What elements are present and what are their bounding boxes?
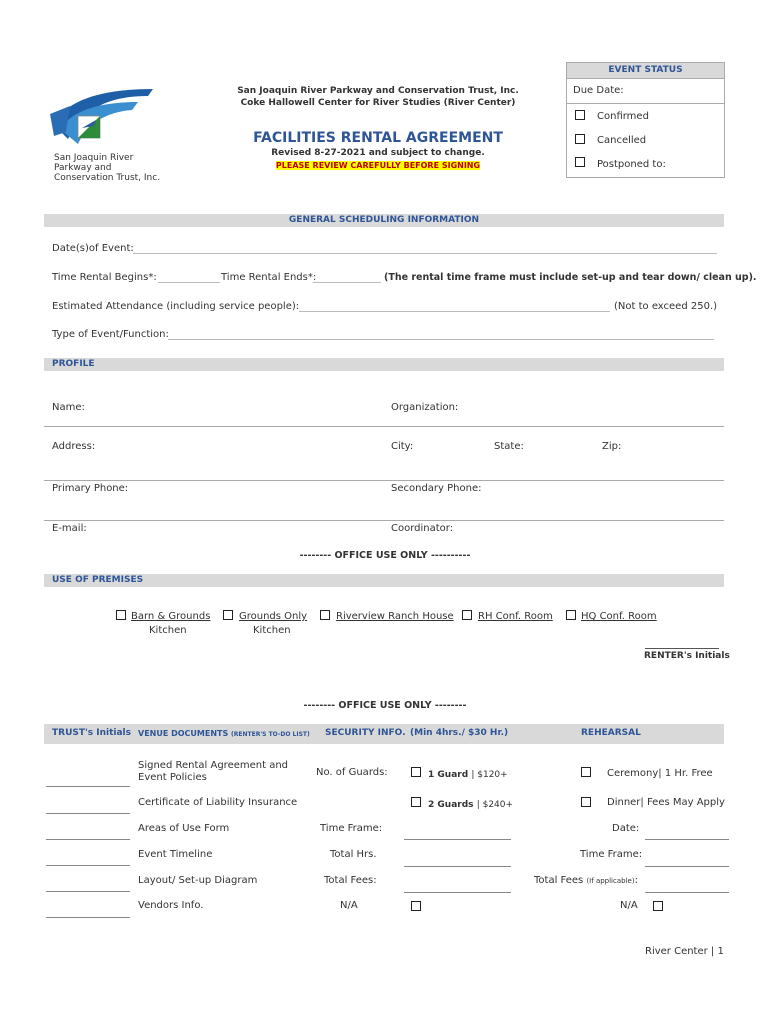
time-frame-label: Time Frame: [320, 823, 383, 834]
hq-conf-label: HQ Conf. Room [581, 611, 657, 622]
event-status-box [566, 62, 725, 178]
doc-item: Vendors Info. [138, 900, 204, 911]
guard2-price: | $240+ [476, 800, 514, 810]
rehearsal-na-label: N/A [620, 900, 638, 911]
dinner-label: Dinner| Fees May Apply [607, 797, 725, 808]
security-na-label: N/A [340, 900, 358, 911]
secondary-phone-label: Secondary Phone: [391, 483, 482, 494]
rehearsal-time-frame-label: Time Frame: [580, 849, 643, 860]
event-type-label: Type of Event/Function: [52, 329, 169, 340]
org-line-1: San Joaquin River Parkway and Conservation Trust, Inc. [237, 86, 519, 96]
rehearsal-total-fees-label: Total Fees [534, 875, 584, 886]
doc-item: Signed Rental Agreement and Event Policies [138, 760, 289, 783]
doc-item: Event Timeline [138, 849, 213, 860]
renter-initials-field[interactable] [645, 648, 719, 649]
time-begins-field[interactable] [158, 282, 220, 283]
total-fees-field[interactable] [404, 892, 511, 893]
rh-conf-label: RH Conf. Room [478, 611, 553, 622]
riverview-label: Riverview Ranch House [336, 611, 454, 622]
event-type-field[interactable] [168, 339, 714, 340]
cancelled-checkbox[interactable] [575, 134, 585, 144]
rehearsal-total-fees: Total Fees (If applicable): [534, 875, 638, 886]
trust-initials-line[interactable] [46, 865, 130, 866]
riverview-checkbox[interactable] [320, 610, 330, 620]
doc-item: Certificate of Liability Insurance [138, 797, 298, 808]
trust-initials-line[interactable] [46, 786, 130, 787]
barn-grounds-checkbox[interactable] [116, 610, 126, 620]
trust-initials-line[interactable] [46, 839, 130, 840]
ceremony-checkbox[interactable] [581, 767, 591, 777]
event-status-title: EVENT STATUS [567, 63, 724, 79]
trust-logo [48, 84, 158, 154]
time-begins-label: Time Rental Begins*: [52, 272, 157, 283]
col-venue-docs-sub: (RENTER'S TO-DO LIST) [231, 731, 310, 738]
logo-text-2: Parkway and [54, 163, 112, 173]
ceremony-label: Ceremony| 1 Hr. Free [607, 768, 713, 779]
renter-initials-label: RENTER's Initials [644, 651, 730, 661]
rehearsal-time-frame-field[interactable] [645, 866, 729, 867]
col-venue-docs [138, 729, 310, 738]
email-label: E-mail: [52, 523, 87, 534]
dates-field[interactable] [133, 253, 717, 254]
organization-label: Organization: [391, 402, 459, 413]
primary-phone-label: Primary Phone: [52, 483, 129, 494]
rehearsal-total-fees-note: (If applicable) [586, 877, 635, 885]
rh-conf-checkbox[interactable] [462, 610, 472, 620]
attendance-note: (Not to exceed 250.) [614, 301, 718, 312]
revised-note: Revised 8-27-2021 and subject to change. [271, 148, 485, 158]
review-warning: PLEASE REVIEW CAREFULLY BEFORE SIGNING [275, 161, 481, 170]
office-use-only-1: -------- OFFICE USE ONLY ---------- [299, 550, 471, 561]
office-use-only-2: -------- OFFICE USE ONLY -------- [303, 700, 467, 711]
page-title: FACILITIES RENTAL AGREEMENT [253, 130, 503, 146]
time-ends-label: Time Rental Ends*: [221, 272, 317, 283]
due-date-label: Due Date: [573, 85, 624, 96]
time-note: (The rental time frame must include set-up and tear down/ clean up). [384, 272, 757, 283]
grounds-only-checkbox[interactable] [223, 610, 233, 620]
barn-kitchen-label: Kitchen [149, 625, 187, 636]
total-hrs-label: Total Hrs. [330, 849, 377, 860]
guard1-option [428, 769, 508, 780]
guard2-checkbox[interactable] [411, 797, 421, 807]
profile-bar [44, 358, 724, 371]
guard2-option [428, 799, 513, 810]
col-trust-initials: TRUST's Initials [52, 728, 131, 738]
confirmed-checkbox[interactable] [575, 110, 585, 120]
grounds-kitchen-label: Kitchen [253, 625, 291, 636]
address-row-line[interactable] [44, 480, 724, 481]
time-frame-field[interactable] [404, 839, 511, 840]
premises-bar [44, 574, 724, 587]
review-warning-wrap [218, 160, 538, 171]
col-security-note: (Min 4hrs./ $30 Hr.) [410, 728, 509, 738]
guard1-checkbox[interactable] [411, 767, 421, 777]
hq-conf-checkbox[interactable] [566, 610, 576, 620]
name-label: Name: [52, 402, 85, 413]
profile-title: PROFILE [52, 359, 95, 369]
guard1-price: | $120+ [471, 770, 508, 780]
rehearsal-date-label: Date: [612, 823, 640, 834]
logo-text-3: Conservation Trust, Inc. [54, 173, 161, 183]
dinner-checkbox[interactable] [581, 797, 591, 807]
grounds-only-label: Grounds Only [239, 611, 308, 622]
col-security: SECURITY INFO. [325, 728, 406, 738]
total-hrs-field[interactable] [404, 866, 511, 867]
col-venue-docs-label: VENUE DOCUMENTS [138, 729, 229, 738]
city-label: City: [391, 441, 414, 452]
state-label: State: [494, 441, 524, 452]
dates-label: Date(s)of Event: [52, 243, 134, 254]
total-fees-label: Total Fees: [324, 875, 377, 886]
time-ends-field[interactable] [313, 282, 381, 283]
rehearsal-date-field[interactable] [645, 839, 729, 840]
rehearsal-total-fees-field[interactable] [645, 892, 729, 893]
col-rehearsal: REHEARSAL [581, 728, 641, 738]
postponed-label: Postponed to: [597, 159, 666, 170]
address-label: Address: [52, 441, 96, 452]
page-footer: River Center | 1 [645, 946, 724, 957]
barn-grounds-label: Barn & Grounds [131, 611, 211, 622]
scheduling-bar [44, 214, 724, 227]
cancelled-label: Cancelled [597, 135, 647, 146]
postponed-checkbox[interactable] [575, 157, 585, 167]
security-na-checkbox[interactable] [411, 901, 421, 911]
guard1-label: 1 Guard [428, 770, 469, 780]
doc-item: Areas of Use Form [138, 823, 230, 834]
rehearsal-na-checkbox[interactable] [653, 901, 663, 911]
trust-initials-line[interactable] [46, 917, 130, 918]
scheduling-title: GENERAL SCHEDULING INFORMATION [288, 215, 480, 225]
premises-title: USE OF PREMISES [52, 575, 144, 585]
trust-initials-line[interactable] [46, 891, 130, 892]
logo-text-1: San Joaquin River [54, 153, 134, 163]
trust-initials-line[interactable] [46, 813, 130, 814]
guard2-label: 2 Guards [428, 800, 474, 810]
phone-row-line[interactable] [44, 520, 724, 521]
name-row-line[interactable] [44, 426, 724, 427]
doc-item: Layout/ Set-up Diagram [138, 875, 258, 886]
guards-label: No. of Guards: [316, 767, 388, 778]
confirmed-label: Confirmed [597, 111, 649, 122]
coordinator-label: Coordinator: [391, 523, 454, 534]
zip-label: Zip: [602, 441, 622, 452]
org-line-2: Coke Hallowell Center for River Studies (River Center) [240, 98, 516, 108]
attendance-field[interactable] [299, 311, 610, 312]
attendance-label: Estimated Attendance (including service people): [52, 301, 300, 312]
